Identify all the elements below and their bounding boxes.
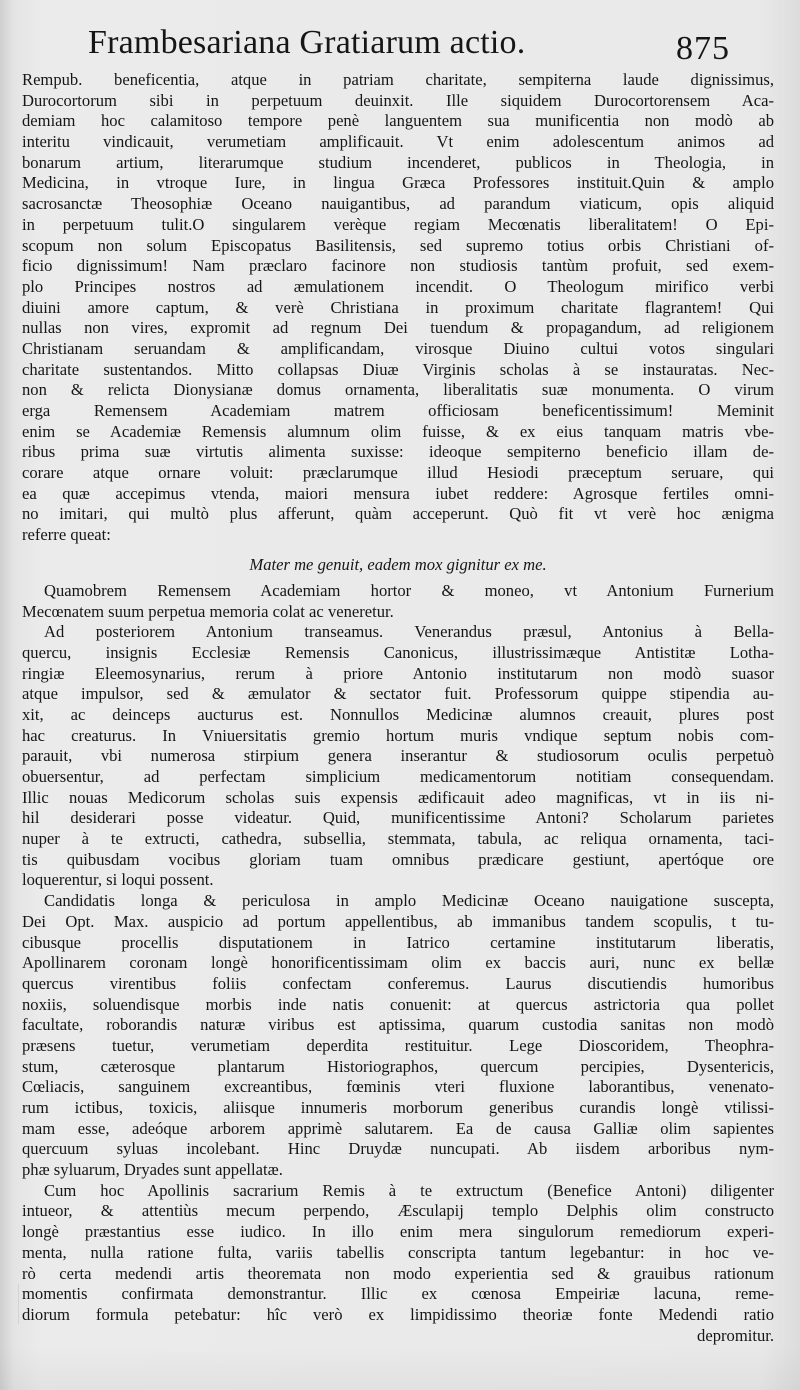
text-line: nuper à te extructi, cathedra, subsellia, stemmata, tabula, ac reliqua ornamenta, taci- xyxy=(22,829,774,849)
text-line: diorum formula petebatur: hîc verò ex limpidissimo theoriæ fonte Medendi ratio xyxy=(22,1304,774,1324)
text-line: corare atque ornare voluit: præclarumque illud Hesiodi præceptum seruare, qui xyxy=(22,463,774,483)
text-line: hac creaturus. In Vniuersitatis gremio hortum muris vndique septum nobis com- xyxy=(22,725,774,745)
text-line: momentis confirmata demonstrantur. Illic ex cœnosa Empeiriæ lacuna, reme- xyxy=(22,1284,774,1304)
text-line: Ad posteriorem Antonium transeamus. Venerandus præsul, Antonius à Bella- xyxy=(44,622,774,642)
margin-shadow xyxy=(18,1284,49,1324)
text-line: phæ syluarum, Dryades sunt appellatæ. xyxy=(22,1160,283,1180)
text-line: menta, nulla ratione fulta, variis tabellis conscripta tantum legebantur: in hoc ve- xyxy=(22,1242,774,1262)
closing-word: depromitur. xyxy=(697,1325,774,1345)
text-line: Quamobrem Remensem Academiam hortor & moneo, vt Antonium Furnerium xyxy=(44,580,774,600)
verse-quote: Mater me genuit, eadem mox gignitur ex me. xyxy=(249,554,547,574)
page-bottom-shadow xyxy=(0,1345,800,1390)
text-line: facultate, roborandis naturæ viribus est aptissima, quarum custodia sanitas non modò xyxy=(22,1015,774,1035)
text-line: xit, ac deinceps aucturus est. Nonnullos Medicinæ alumnos creauit, plures post xyxy=(22,704,774,724)
text-line: longè præstantius esse iudico. In illo enim mera singulorum remediorum experi- xyxy=(22,1222,774,1242)
text-line: demiam hoc calamitoso tempore penè languentem sua munificentia non modò ab xyxy=(22,111,774,131)
text-line: referre queat: xyxy=(22,525,111,545)
text-line: Apollinarem coronam longè honorificentissimam olim ex baccis auri, nunc ex bellæ xyxy=(22,953,774,973)
text-line: obuersentur, ad perfectam simplicium medicamentorum notitiam consequendam. xyxy=(22,767,774,786)
page-number: 875 xyxy=(676,30,730,67)
text-line: intueor, & attentiùs mecum perpendo, Æsculapij templo Delphis olim constructo xyxy=(22,1201,774,1221)
paragraph-1 xyxy=(22,70,774,546)
running-title: Frambesariana Gratiarum actio. xyxy=(88,24,526,61)
text-line: nullas non vires, expromit ad regnum Dei tuendum & propagandum, ad religionem xyxy=(22,318,774,338)
text-line: præsens tuetur, verumetiam deperdita restituitur. Lege Dioscoridem, Theophra- xyxy=(22,1035,774,1055)
text-line: plo Principes nostros ad æmulationem incendit. O Theologum mirifico verbi xyxy=(22,276,774,296)
text-line: Mecœnatem suum perpetua memoria colat ac veneretur. xyxy=(22,601,394,621)
text-line: ribus prima suæ virtutis alimenta suxisse: ideoque sempiterno beneficio illam de- xyxy=(22,442,774,462)
text-line: Cum hoc Apollinis sacrarium Remis à te extructum (Benefice Antoni) diligenter xyxy=(44,1180,774,1200)
text-line: parauit, vbi numerosa stirpium genera inserantur & studiosorum oculis perpetuò xyxy=(22,746,774,766)
text-line: cibusque procellis disputationem in Iatrico certamine institutarum liberatis, xyxy=(22,932,774,952)
text-line: Medicina, in vtroque Iure, in lingua Græca Professores instituit.Quin & amplo xyxy=(22,173,774,193)
text-line: atque impulsor, sed & æmulator & sectator fuit. Professorum quippe stipendia au- xyxy=(22,684,774,704)
text-line: rum ictibus, toxicis, aliisque innumeris morborum generibus curandis longè vtilissi- xyxy=(22,1098,774,1117)
text-line: ficio dignissimum! Nam præclaro facinore non studiosis tantùm profuit, sed exem- xyxy=(22,256,774,276)
text-line: ea quæ accepimus vtenda, maiori mensura iubet reddere: Agrosque fertiles omni- xyxy=(22,483,774,503)
text-line: erga Remensem Academiam matrem officiosam beneficentissimum! Meminit xyxy=(22,401,774,420)
text-line: stum, cæterosque plantarum Historiographos, quercum percipies, Dysentericis, xyxy=(22,1056,774,1076)
text-line: hil desiderari posse videatur. Quid, munificentissime Antoni? Scholarum parietes xyxy=(22,808,774,828)
text-line: in perpetuum tulit.O singularem verèque regiam Mecœnatis liberalitatem! O Epi- xyxy=(22,214,774,234)
paragraph-4 xyxy=(22,891,774,1181)
text-line: loquerentur, si loqui possent. xyxy=(22,870,214,890)
text-line: Durocortorum sibi in perpetuum deuinxit. Ille siquidem Durocortorensem Aca- xyxy=(22,90,774,110)
text-line: noxiis, soluendisque morbis inde natis conuenit: at quercus astrictoria qua pollet xyxy=(22,994,774,1014)
text-line: mam esse, adeóque arborem apprimè salutarem. Ea de causa Galliæ olim sapientes xyxy=(22,1118,774,1138)
text-line: bonarum artium, literarumque studium incenderet, publicos in Theologia, in xyxy=(22,152,774,172)
text-line: Rempub. beneficentia, atque in patriam charitate, sempiterna laude dignissimus, xyxy=(22,70,774,89)
paragraph-3 xyxy=(22,622,774,891)
text-line: Illic nouas Medicorum scholas suis expensis ædificauit adeo magnificas, vt in iis ni- xyxy=(22,787,774,807)
text-line: sacrosanctæ Theosophiæ Oceano nauigantibus, ad parandum viaticum, opis aliquid xyxy=(22,194,774,214)
paragraph-2 xyxy=(22,581,774,622)
body-text xyxy=(22,70,774,1346)
text-line: no imitari, qui multò plus afferunt, quàm acceperunt. Quò fit vt verè hoc ænigma xyxy=(22,504,774,524)
text-line: Candidatis longa & periculosa in amplo Medicinæ Oceano nauigatione suscepta, xyxy=(44,891,774,911)
text-line: Christianam seruandam & amplificandam, virosque Diuino cultui votos singulari xyxy=(22,338,774,358)
text-line: Cœliacis, sanguinem excreantibus, fœminis vteri fluxione laborantibus, venenato- xyxy=(22,1077,774,1097)
text-line: tis quibusdam vocibus gloriam tuam omnibus prædicare gestiunt, apertóque ore xyxy=(22,849,774,869)
text-line: ringiæ Eleemosynarius, rerum à priore Antonio institutarum non modò suasor xyxy=(22,663,774,683)
text-line: charitate sustentandos. Mitto collapsas Diuæ Virginis scholas à se instauratas. Nec- xyxy=(22,359,774,379)
text-line: quercus virentibus foliis confectam conferemus. Laurus discutiendis humoribus xyxy=(22,973,774,993)
text-line: diuini amore captum, & verè Christiana in proximum charitate flagrantem! Qui xyxy=(22,297,774,317)
paragraph-5 xyxy=(22,1181,774,1326)
text-line: Dei Opt. Max. auspicio ad portum appellentibus, ab immanibus tandem scopulis, t tu- xyxy=(22,911,774,931)
page-header xyxy=(0,24,800,70)
text-line: enim se Academiæ Remensis alumnum olim fuisse, & ex eius tanquam matris vbe- xyxy=(22,421,774,441)
text-line: rò certa medendi artis theoremata non modo experientia sed & grauibus rationum xyxy=(22,1263,774,1283)
text-line: interitu vindicauit, verumetiam amplificauit. Vt enim adolescentum animos ad xyxy=(22,132,774,152)
text-line: quercu, insignis Ecclesiæ Remensis Canonicus, illustrissimæque Antistitæ Lotha- xyxy=(22,642,774,662)
text-line: non & relicta Dionysianæ domus ornamenta, liberalitatis suæ monumenta. O virum xyxy=(22,380,774,400)
text-line: scopum non solum Episcopatus Basilitensis, sed supremo totius orbis Christiani of- xyxy=(22,235,774,255)
text-line: quercuum syluas incolebant. Hinc Druydæ nuncupati. Ab iisdem arboribus nym- xyxy=(22,1139,774,1159)
